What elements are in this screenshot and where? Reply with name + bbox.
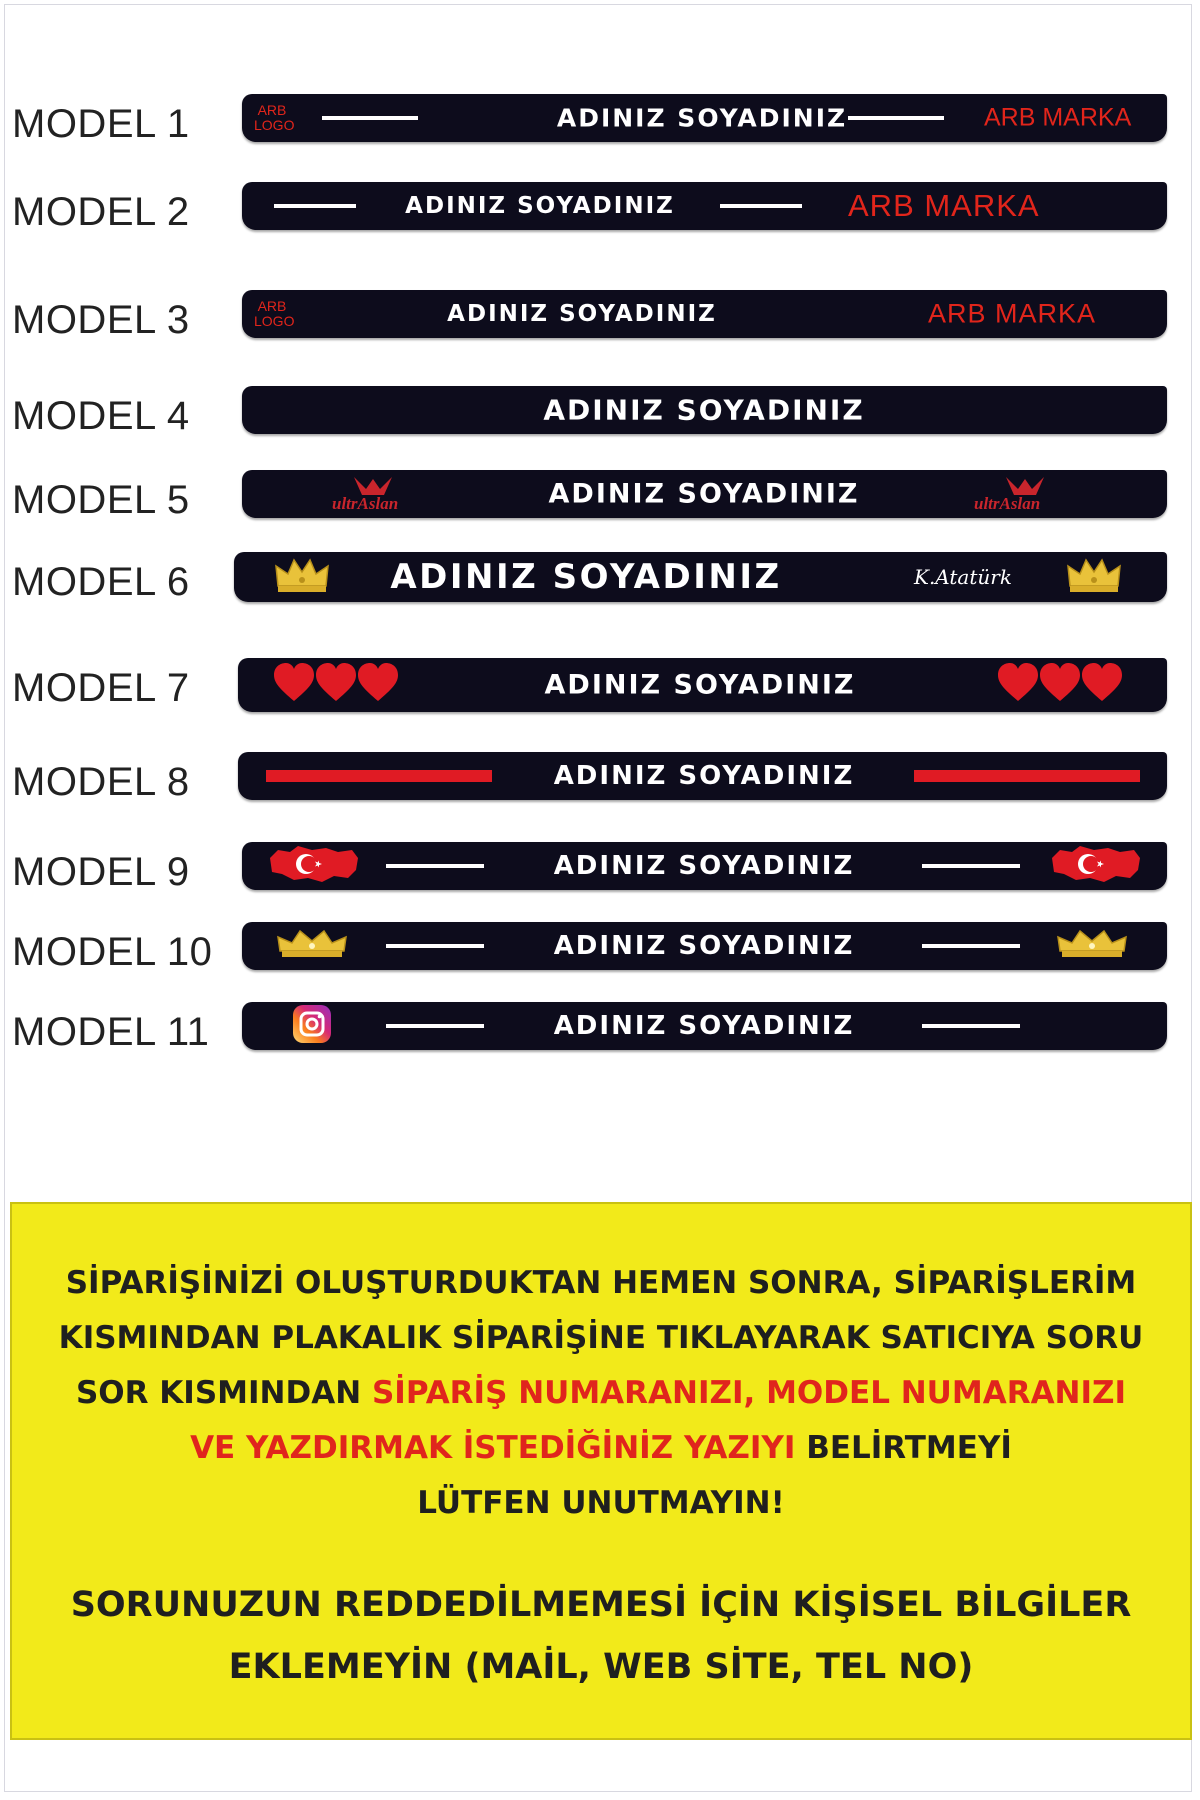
notice-line xyxy=(12,1421,1190,1476)
plate-preview xyxy=(242,94,1167,142)
plate-name-text: ADINIZ SOYADINIZ xyxy=(544,669,856,701)
notice-privacy-warning xyxy=(12,1574,1190,1698)
model-label: MODEL 5 xyxy=(12,478,190,522)
plate-name-text: ADINIZ SOYADINIZ xyxy=(390,557,782,597)
model-row-10[interactable] xyxy=(0,922,1200,982)
order-notice xyxy=(10,1202,1192,1740)
model-label: MODEL 2 xyxy=(12,190,190,234)
red-bar xyxy=(914,770,1140,782)
notice-text: LÜTFEN UNUTMAYIN! xyxy=(417,1485,785,1521)
divider-line xyxy=(720,204,802,208)
notice-highlight-text: SİPARİŞ NUMARANIZI, MODEL NUMARANIZI xyxy=(371,1375,1127,1411)
plate-name-text: ADINIZ SOYADINIZ xyxy=(447,301,717,327)
model-label: MODEL 3 xyxy=(12,298,190,342)
plate-name-text: ADINIZ SOYADINIZ xyxy=(553,851,855,881)
model-row-5[interactable] xyxy=(0,470,1200,530)
notice-line: SORUNUZUN REDDEDİLMEMESİ İÇİN KİŞİSEL BİLGİLER xyxy=(70,1585,1132,1625)
notice-highlight-text: VE YAZDIRMAK İSTEDİĞİNİZ YAZIYI xyxy=(190,1430,796,1466)
notice-text: SİPARİŞİNİZİ OLUŞTURDUKTAN HEMEN SONRA, SİPARİŞLERİM xyxy=(65,1265,1137,1301)
turkey-flag-icon xyxy=(1050,844,1142,888)
model-row-11[interactable] xyxy=(0,1002,1200,1062)
plate-name-text: ADINIZ SOYADINIZ xyxy=(553,761,855,791)
notice-line xyxy=(12,1366,1190,1421)
notice-line: EKLEMEYİN (MAİL, WEB SİTE, TEL NO) xyxy=(228,1647,974,1687)
notice-line xyxy=(12,1311,1190,1366)
instagram-icon xyxy=(292,1004,332,1048)
signature-text: K.Atatürk xyxy=(914,565,1012,589)
brand-text: ARB MARKA xyxy=(848,188,1040,223)
notice-line xyxy=(12,1256,1190,1311)
notice-line xyxy=(12,1476,1190,1531)
model-label: MODEL 4 xyxy=(12,394,190,438)
model-row-1[interactable] xyxy=(0,94,1200,154)
notice-text: SOR KISMINDAN xyxy=(75,1375,372,1411)
plate-name-text: ADINIZ SOYADINIZ xyxy=(556,103,848,133)
divider-line xyxy=(386,944,484,948)
plate-name-text: ADINIZ SOYADINIZ xyxy=(548,478,860,510)
model-label: MODEL 8 xyxy=(12,760,190,804)
model-row-2[interactable] xyxy=(0,182,1200,242)
plate-preview xyxy=(242,842,1167,890)
ultraslan-logo: ultrAslan xyxy=(332,494,399,513)
arb-logo: ARB LOGO xyxy=(254,298,295,329)
divider-line xyxy=(922,944,1020,948)
divider-line xyxy=(274,204,356,208)
model-row-9[interactable] xyxy=(0,842,1200,902)
notice-instructions xyxy=(12,1256,1190,1531)
divider-line xyxy=(322,116,418,120)
red-bar xyxy=(266,770,492,782)
divider-line xyxy=(922,864,1020,868)
crown-icon xyxy=(1056,929,1128,963)
model-label: MODEL 1 xyxy=(12,102,190,146)
divider-line xyxy=(386,1024,484,1028)
plate-preview xyxy=(238,658,1167,712)
model-row-6[interactable] xyxy=(0,552,1200,612)
plate-preview xyxy=(238,752,1167,800)
plate-preview xyxy=(234,552,1167,602)
plate-preview xyxy=(242,182,1167,230)
crown-icon xyxy=(276,929,348,963)
notice-text: KISMINDAN PLAKALIK SİPARİŞİNE TIKLAYARAK SATICIYA SORU xyxy=(58,1320,1144,1356)
divider-line xyxy=(386,864,484,868)
plate-name-text: ADINIZ SOYADINIZ xyxy=(405,193,675,219)
model-label: MODEL 9 xyxy=(12,850,190,894)
model-row-4[interactable] xyxy=(0,386,1200,446)
plate-preview xyxy=(242,1002,1167,1050)
heart-icon xyxy=(998,663,1122,707)
model-label: MODEL 11 xyxy=(12,1010,210,1054)
plate-preview xyxy=(242,470,1167,518)
notice-text: BELİRTMEYİ xyxy=(795,1430,1012,1466)
model-label: MODEL 10 xyxy=(12,930,213,974)
model-label: MODEL 7 xyxy=(12,666,190,710)
model-row-8[interactable] xyxy=(0,752,1200,812)
model-label: MODEL 6 xyxy=(12,560,190,604)
plate-name-text: ADINIZ SOYADINIZ xyxy=(543,393,865,427)
plate-name-text: ADINIZ SOYADINIZ xyxy=(553,1011,855,1041)
plate-preview xyxy=(242,386,1167,434)
plate-preview xyxy=(242,922,1167,970)
turkey-flag-icon xyxy=(268,844,360,888)
plate-name-text: ADINIZ SOYADINIZ xyxy=(553,931,855,961)
crown-icon xyxy=(1066,556,1122,598)
brand-text: ARB MARKA xyxy=(984,103,1132,132)
divider-line xyxy=(922,1024,1020,1028)
model-row-3[interactable] xyxy=(0,290,1200,350)
plate-preview xyxy=(242,290,1167,338)
heart-icon xyxy=(274,663,398,707)
divider-line xyxy=(848,116,944,120)
crown-icon xyxy=(274,556,330,598)
brand-text: ARB MARKA xyxy=(928,298,1097,329)
model-row-7[interactable] xyxy=(0,658,1200,718)
ultraslan-logo: ultrAslan xyxy=(974,494,1041,513)
arb-logo: ARB LOGO xyxy=(254,102,295,133)
